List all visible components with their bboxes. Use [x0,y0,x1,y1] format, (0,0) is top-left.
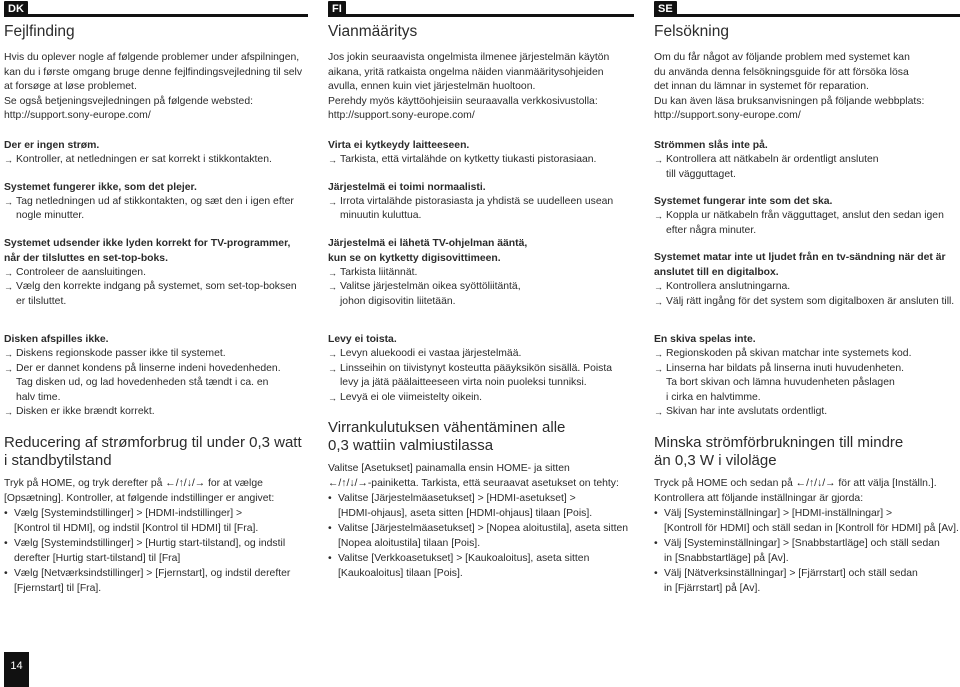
solution-line: Disken er ikke brændt korrekt. [16,406,155,418]
solution-subline: Tag disken ud, og lad hovedenheden stå tændt i ca. en [16,377,269,389]
intro-line: du använda denna felsökningsguide för att försöka lösa [654,66,909,78]
power-intro-line: Tryck på HOME och sedan på ←/↑/↓/→ för att välja [Inställn.]. [654,477,937,489]
power-intro [654,476,960,506]
solution-line: er tilsluttet. [16,295,67,307]
intro-line: Hvis du oplever nogle af følgende problemer under afspilningen, [4,52,300,63]
power-setting-line: Välj [Systeminställningar] > [HDMI-inställningar] > [664,507,893,519]
section-title: Felsökning [654,23,729,40]
disc-and-power-section [328,332,634,581]
solution-item [328,153,634,168]
problem-title [4,180,308,195]
problem-title-line: Strömmen slås inte på. [654,140,768,151]
problem-title-line: Systemet udsender ikke lyden korrekt for TV-programmer, [4,237,291,249]
problem-title: Levy ei toista. [328,334,397,345]
problem-block [654,194,960,238]
problem-title-line: anslutet till en digitalbox. [654,267,779,279]
solution-line: Regionskoden på skivan matchar inte systemets kod. [666,348,912,359]
problem-title [654,194,960,209]
solution-subtext [654,376,960,405]
intro-line: Jos jokin seuraavista ongelmista ilmenee järjestelmän käytön [328,52,610,63]
problem-block [4,138,308,168]
problem-block [654,138,960,182]
bullet-icon: • [328,553,332,565]
intro-line: aikana, yritä ratkaista ongelma näiden vianmääritysohjeiden [328,66,604,78]
solution-item [654,295,960,310]
solution-line: Linsseihin on tiivistynyt kosteutta pääyksikön sisällä. Poista [340,362,613,374]
power-setting-item [4,566,308,596]
arrow-right-icon: → [328,349,337,359]
disc-problem-block [4,332,308,420]
power-settings-list [328,491,634,581]
solution-line: till vägguttaget. [666,168,736,180]
bullet-icon: • [4,537,8,549]
solution-subline: Ta bort skivan och lämna huvudenheten påslagen [666,377,895,389]
bullet-icon: • [654,567,658,579]
power-saving-title [654,434,960,470]
power-setting-item [4,536,308,566]
bullet-icon: • [328,523,332,535]
arrow-right-icon: → [4,267,13,278]
power-setting-line: Vælg [Netværksindstillinger] > [Fjernstart], og indstil derefter [14,567,291,579]
arrow-right-icon: → [4,196,13,207]
solution-item [654,347,960,362]
intro-text [328,51,634,124]
arrow-right-icon: → [654,155,663,165]
power-intro-line: ←/↑/↓/→-painiketta. Tarkista, että seuraavat asetukset on tehty: [328,478,619,490]
solution-line: efter några minuter. [666,224,757,236]
solution-item [328,280,634,309]
problem-block [4,180,308,224]
arrow-right-icon: → [328,155,337,165]
solution-line: Kontroller, at netledningen er sat korrekt i stikkontakten. [16,154,272,165]
solution-item [4,195,308,224]
troubleshooting-list [654,138,960,322]
solution-line: Tarkista liitännät. [340,266,418,278]
problem-title-line: Virta ei kytkeydy laitteeseen. [328,140,470,151]
solution-line: Valitse järjestelmän oikea syöttöliitäntä, [340,281,521,293]
problem-title-line: når der tilsluttes en set-top-boks. [4,252,168,264]
intro-line: Se også betjeningsvejledningen på følgende websted: [4,95,253,107]
intro-line: Perehdy myös käyttöohjeisiin seuraavalla verkkosivustolla: [328,95,598,107]
solution-line: nogle minutter. [16,210,85,222]
problem-block [328,138,634,168]
power-setting-item [328,491,634,521]
bullet-icon: • [4,567,8,579]
power-intro [328,461,634,491]
intro-text [654,51,960,124]
power-intro [4,476,308,506]
problem-title [654,250,960,280]
problem-title [654,138,960,153]
power-setting-line: Vælg [Systemindstillinger] > [Hurtig start-tilstand], og indstil [14,537,286,549]
power-setting-line: derefter [Hurtig start-tilstand] til [Fra] [14,552,181,564]
power-setting-item [328,551,634,581]
power-intro-line: [Opsætning]. Kontroller, at følgende indstillinger er angivet: [4,492,275,504]
solution-item [328,195,634,224]
power-setting-line: in [Fjärrstart] på [Av]. [664,582,761,594]
solution-item [4,153,308,168]
arrow-right-icon: → [4,349,13,359]
solution-item [4,280,308,309]
power-setting-line: Välj [Systeminställningar] > [Snabbstartläge] och ställ sedan [664,537,940,549]
language-tag: SE [654,1,677,17]
column-se [654,0,960,594]
power-setting-line: Valitse [Verkkoasetukset] > [Kaukoaloitus], aseta sitten [338,553,590,565]
problem-block [328,236,634,310]
solution-item [654,209,960,238]
problem-title-line: Der er ingen strøm. [4,140,100,151]
solution-line: Kontrollera anslutningarna. [666,281,791,293]
power-saving-title [328,419,634,455]
power-setting-item [654,506,960,536]
power-intro-line: Tryk på HOME, og tryk derefter på ←/↑/↓/→ for at vælge [4,477,263,489]
language-bar [4,1,308,18]
bullet-icon: • [328,493,332,505]
disc-problem-block [654,332,960,420]
bullet-icon: • [4,507,8,519]
troubleshooting-list [4,138,308,322]
intro-text [4,51,308,124]
problem-title-line: kun se on kytketty digisovittimeen. [328,252,501,264]
problem-title [4,236,308,266]
problem-title: Disken afspilles ikke. [4,334,109,345]
solution-line: Controleer de aansluitingen. [16,266,146,278]
power-setting-item [4,506,308,536]
arrow-right-icon: → [328,196,337,207]
column-fi [328,0,634,580]
solution-line: Kontrollera att nätkabeln är ordentligt ansluten [666,154,879,165]
power-title-line: i standbytilstand [4,451,112,469]
power-title-line: Minska strömförbrukningen till mindre [654,433,904,451]
solution-item [4,362,308,377]
header-rule [4,14,308,17]
solution-line: Levyä ei ole viimeistelty oikein. [340,391,483,403]
intro-line: avulla, ennen kuin viet järjestelmän huoltoon. [328,81,536,93]
section-title: Fejlfinding [4,23,75,40]
problem-title: En skiva spelas inte. [654,334,756,345]
power-setting-item [654,536,960,566]
arrow-right-icon: → [328,267,337,278]
solution-item [4,347,308,362]
problem-block [328,180,634,224]
arrow-right-icon: → [4,282,13,293]
solution-subline: halv time. [16,391,61,403]
power-setting-item [328,521,634,551]
power-title-line: 0,3 wattiin valmiustilassa [328,437,494,455]
problem-title-line: Järjestelmä ei lähetä TV-ohjelman ääntä, [328,237,528,249]
solution-line: Irrota virtalähde pistorasiasta ja yhdistä se uudelleen usean [340,195,614,207]
solution-line: Tarkista, että virtalähde on kytketty tiukasti pistorasiaan. [340,154,597,165]
arrow-right-icon: → [654,349,663,359]
disc-and-power-section [4,332,308,596]
arrow-right-icon: → [4,155,13,165]
power-setting-line: [Fjernstart] til [Fra]. [14,582,102,594]
solution-line: Välj rätt ingång för det system som digitalboxen är ansluten till. [666,295,955,307]
power-settings-list [654,506,960,596]
solution-line: Levyn aluekoodi ei vastaa järjestelmää. [340,348,522,359]
disc-problem-block [328,332,634,405]
intro-line: Du kan även läsa bruksanvisningen på följande webbplats: [654,95,925,107]
arrow-right-icon: → [328,363,337,374]
arrow-right-icon: → [654,211,663,222]
problem-title [328,180,634,195]
solution-line: Koppla ur nätkabeln från vägguttaget, anslut den sedan igen [666,210,944,222]
solution-item [654,362,960,377]
page-number: 14 [4,652,29,687]
power-title-line: Reducering af strømforbrug til under 0,3 watt [4,433,302,451]
power-setting-line: [Kontroll för HDMI] och ställ sedan in [Kontroll för HDMI] på [Av]. [664,522,959,534]
arrow-right-icon: → [654,282,663,293]
arrow-right-icon: → [4,363,13,374]
header-rule [654,14,960,17]
solution-line: Der er dannet kondens på linserne indeni hovedenheden. [16,362,281,374]
power-setting-line: in [Snabbstartläge] på [Av]. [664,552,789,564]
power-intro-line: Kontrollera att följande inställningar är gjorda: [654,492,864,504]
problem-title [4,138,308,153]
solution-item [4,266,308,281]
section-title: Vianmääritys [328,23,418,40]
solution-subline: i cirka en halvtimme. [666,391,761,403]
power-setting-line: [Kontrol til HDMI], og indstil [Kontrol til HDMI] til [Fra]. [14,522,259,534]
bullet-icon: • [654,537,658,549]
troubleshooting-list [328,138,634,322]
power-title-line: än 0,3 W i viloläge [654,451,777,469]
disc-and-power-section [654,332,960,596]
solution-line: levy ja jätä päälaitteeseen virta noin puoleksi tunniksi. [340,377,587,389]
intro-line: at forsøge at løse problemet. [4,81,137,93]
problem-title-line: Systemet matar inte ut ljudet från en tv-sändning när det är [654,252,946,264]
arrow-right-icon: → [328,392,337,403]
solution-item [328,391,634,406]
column-dk [4,0,308,594]
power-settings-list [4,506,308,596]
solution-item [4,405,308,420]
power-setting-line: Valitse [Järjestelmäasetukset] > [HDMI-asetukset] > [338,493,576,505]
problem-title-line: Systemet fungerar inte som det ska. [654,196,833,208]
intro-line: Om du får något av följande problem med systemet kan [654,52,910,63]
language-tag: FI [328,1,346,17]
solution-line: Linserna har bildats på linserna inuti huvudenheten. [666,362,904,374]
power-saving-title [4,434,308,470]
solution-line: Tag netledningen ud af stikkontakten, og sæt den i igen efter [16,195,294,207]
power-setting-line: Vælg [Systemindstillinger] > [HDMI-indstillinger] > [14,507,243,519]
problem-block [654,250,960,309]
language-bar [654,1,960,18]
arrow-right-icon: → [654,363,663,374]
power-title-line: Virrankulutuksen vähentäminen alle [328,419,566,437]
language-tag: DK [4,1,28,17]
solution-subtext [4,376,308,405]
problem-title [328,138,634,153]
support-url: http://support.sony-europe.com/ [328,110,475,122]
power-setting-line: [Nopea aloitustila] tilaan [Pois]. [338,538,481,550]
solution-line: minuutin kuluttua. [340,210,422,222]
solution-item [654,405,960,420]
problem-title-line: Systemet fungerer ikke, som det plejer. [4,181,197,193]
power-setting-item [654,566,960,596]
solution-item [328,362,634,391]
language-bar [328,1,634,18]
support-url: http://support.sony-europe.com/ [654,110,801,122]
solution-line: Diskens regionskode passer ikke til systemet. [16,348,226,359]
header-rule [328,14,634,17]
intro-line: kan du i første omgang bruge denne fejlfindingsvejledning til selv [4,66,303,78]
solution-line: johon digisovitin liitetään. [340,295,456,307]
power-intro-line: Valitse [Asetukset] painamalla ensin HOME- ja sitten [328,463,570,475]
solution-item [654,280,960,295]
problem-title [328,236,634,266]
arrow-right-icon: → [328,282,337,293]
solution-item [328,347,634,362]
arrow-right-icon: → [654,407,663,418]
support-url: http://support.sony-europe.com/ [4,110,151,122]
solution-item [654,153,960,182]
intro-line: det innan du lämnar in systemet för reparation. [654,81,869,93]
solution-line: Vælg den korrekte indgang på systemet, som set-top-boksen [16,281,297,293]
power-setting-line: Välj [Nätverksinställningar] > [Fjärrstart] och ställ sedan [664,567,918,579]
problem-title-line: Järjestelmä ei toimi normaalisti. [328,181,486,193]
solution-line: Skivan har inte avslutats ordentligt. [666,406,828,418]
arrow-right-icon: → [4,407,13,418]
power-setting-line: [HDMI-ohjaus], aseta sitten [HDMI-ohjaus] tilaan [Pois]. [338,508,593,520]
power-setting-line: Valitse [Järjestelmäasetukset] > [Nopea aloitustila], aseta sitten [338,523,629,535]
power-setting-line: [Kaukoaloitus] tilaan [Pois]. [338,568,463,580]
solution-item [328,266,634,281]
problem-block [4,236,308,310]
bullet-icon: • [654,507,658,519]
arrow-right-icon: → [654,296,663,307]
